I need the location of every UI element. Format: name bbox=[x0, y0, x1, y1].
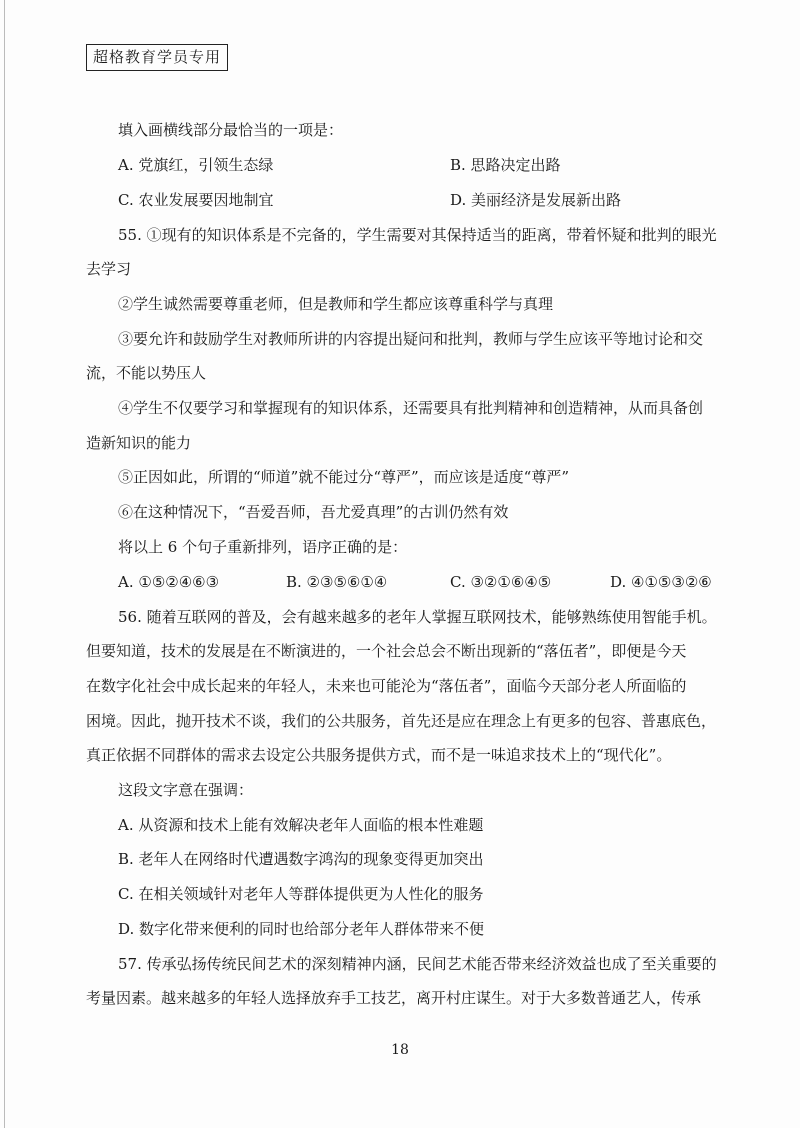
option-a: A. 从资源和技术上能有效解决老年人面临的根本性难题 bbox=[118, 816, 484, 834]
header-label-box: 超格教育学员专用 bbox=[86, 44, 228, 71]
option-d: D. 美丽经济是发展新出路 bbox=[450, 191, 622, 209]
q56-line: 困境。因此，抛开技术不谈，我们的公共服务，首先还是应在理念上有更多的包容、普惠底色， bbox=[86, 712, 717, 730]
q55-line: 去学习 bbox=[86, 260, 132, 278]
option-b: B. 思路决定出路 bbox=[450, 156, 561, 174]
option-d: D. ④①⑤③②⑥ bbox=[610, 573, 712, 591]
page-number: 18 bbox=[391, 1042, 409, 1058]
q55-line: ③要允许和鼓励学生对教师所讲的内容提出疑问和批判，教师与学生应该平等地讨论和交 bbox=[118, 330, 704, 348]
q55-line: ⑤正因如此，所谓的“师道”就不能过分“尊严”，而应该是适度“尊严” bbox=[118, 468, 570, 486]
q55-line: 流，不能以势压人 bbox=[86, 364, 207, 382]
option-c: C. ③②①⑥④⑤ bbox=[450, 573, 552, 591]
option-c: C. 农业发展要因地制宜 bbox=[118, 191, 274, 209]
q56-line: 但要知道，技术的发展是在不断演进的，一个社会总会不断出现新的“落伍者”，即便是今天 bbox=[86, 642, 687, 660]
option-a: A. 党旗红，引领生态绿 bbox=[118, 156, 274, 174]
question-stem: 填入画横线部分最恰当的一项是： bbox=[118, 121, 344, 139]
option-b: B. 老年人在网络时代遭遇数字鸿沟的现象变得更加突出 bbox=[118, 850, 484, 868]
option-b: B. ②③⑤⑥①④ bbox=[286, 573, 388, 591]
q55-line: ⑥在这种情况下，“吾爱吾师，吾尤爱真理”的古训仍然有效 bbox=[118, 503, 509, 521]
q55-line: ④学生不仅要学习和掌握现有的知识体系，还需要具有批判精神和创造精神，从而具备创 bbox=[118, 399, 704, 417]
q56-line: 这段文字意在强调： bbox=[118, 781, 254, 799]
q56-line: 在数字化社会中成长起来的年轻人，未来也可能沦为“落伍者”，面临今天部分老人所面临的 bbox=[86, 677, 687, 695]
q55-line: 造新知识的能力 bbox=[86, 434, 192, 452]
scan-margin-line bbox=[4, 0, 5, 1128]
q57-line: 57. 传承弘扬传统民间艺术的深刻精神内涵，民间艺术能否带来经济效益也成了至关重要的 bbox=[118, 955, 717, 973]
q56-line: 真正依据不同群体的需求去设定公共服务提供方式，而不是一味追求技术上的“现代化”。 bbox=[86, 746, 672, 764]
q55-line: 55. ①现有的知识体系是不完备的，学生需要对其保持适当的距离，带着怀疑和批判的眼光 bbox=[118, 226, 717, 244]
option-a: A. ①⑤②④⑥③ bbox=[118, 573, 220, 591]
q55-line: 将以上 6 个句子重新排列，语序正确的是： bbox=[118, 538, 408, 556]
option-d: D. 数字化带来便利的同时也给部分老年人群体带来不便 bbox=[118, 920, 485, 938]
q57-line: 考量因素。越来越多的年轻人选择放弃手工技艺，离开村庄谋生。对于大多数普通艺人，传承 bbox=[86, 989, 702, 1007]
q56-line: 56. 随着互联网的普及，会有越来越多的老年人掌握互联网技术，能够熟练使用智能手机。 bbox=[118, 608, 717, 626]
option-c: C. 在相关领域针对老年人等群体提供更为人性化的服务 bbox=[118, 885, 484, 903]
q55-line: ②学生诚然需要尊重老师，但是教师和学生都应该尊重科学与真理 bbox=[118, 295, 554, 313]
